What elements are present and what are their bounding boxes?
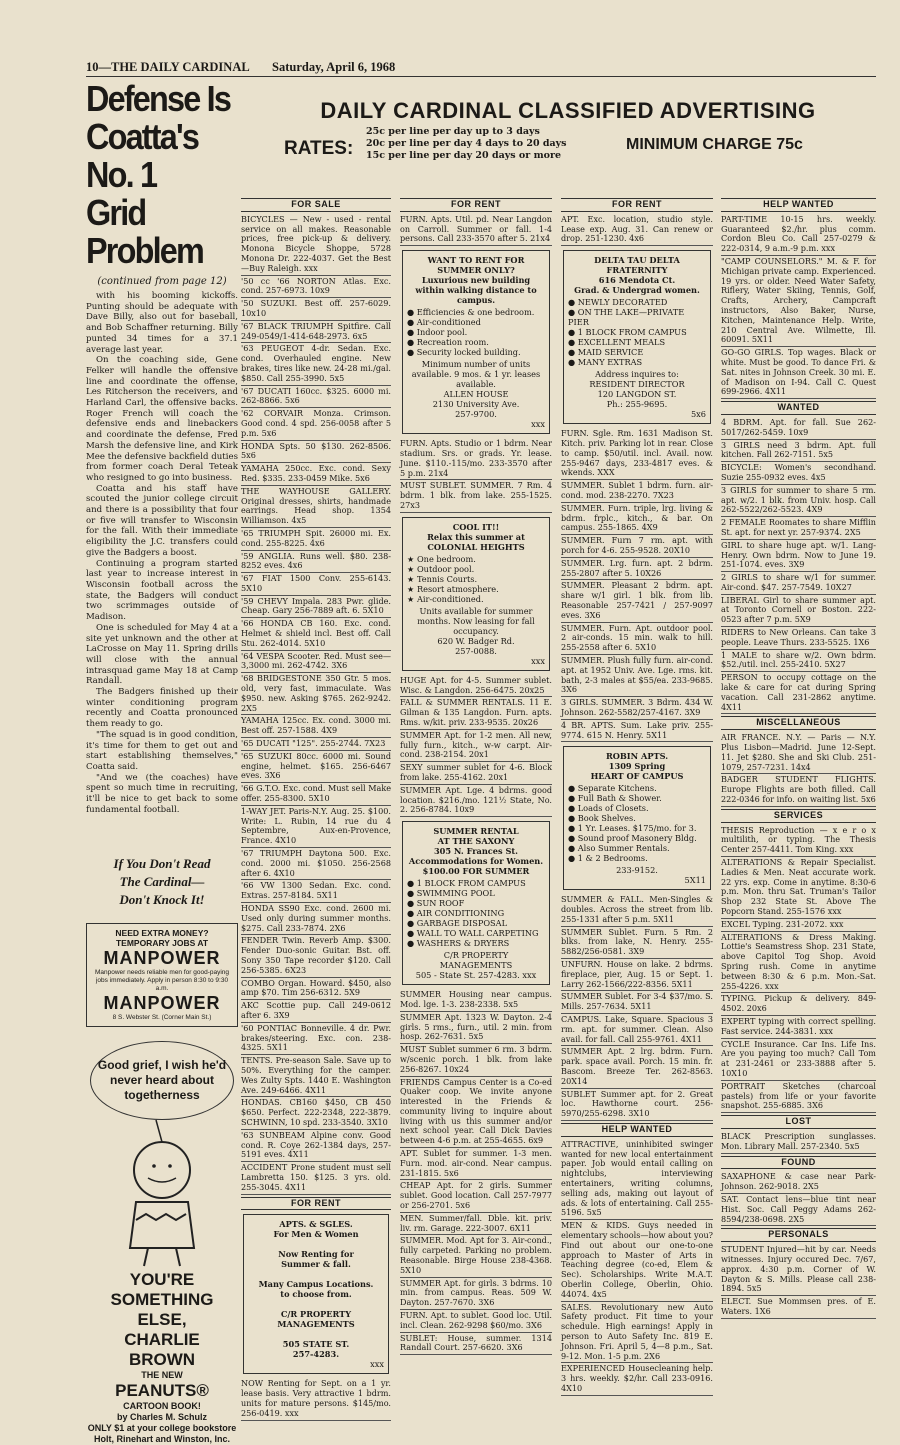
story-paragraph: Continuing a program started last year to increase interest in Wisconsin football across the state, the Badgers will conduct two scrimmages outside of Madison.: [86, 558, 238, 623]
display-ad-line: 257-4283.: [292, 1349, 340, 1360]
classified-ad: ALTERATIONS & Dress Making. Lottie's Seamstress Shop. 231 State, above Capitol Tog Shop. Avoid Spring rush. Come in anytime between 8:30 & 6 p.m. Mon.-Sat. 255-4226. xxx: [721, 932, 876, 994]
classified-ad: APT. Sublet for summer. 1-3 men. Furn. mod. air-cond. Near campus. 231-1815. 5x6: [400, 1148, 552, 1180]
classified-ad: SUBLET Summer apt. for 2. Great loc. Hawthorne court. 256-5970/255-6298. 3X10: [561, 1089, 713, 1121]
classified-ad: FURN. Apts. Studio or 1 bdrm. Near stadium. Srs. or grads. Yr. lease. June. $110.-115/mo. 233-3570 after 5 p.m. 21x4: [400, 438, 552, 480]
display-ad-line: Grad. & Undergrad women.: [574, 285, 700, 296]
display-ad-list: [407, 878, 545, 948]
section-heading: HELP WANTED: [721, 198, 876, 212]
display-ad-bullet: ● WALL TO WALL CARPETING: [407, 928, 545, 938]
story-paragraph: "The squad is in good condition, it's time for them to get out and start establishing themselves," Coatta said.: [86, 729, 238, 772]
book-title: [86, 1270, 238, 1370]
classified-ad: SUMMER. Lrg. furn. apt. 2 bdrm. 255-2807 after 5. 10X26: [561, 558, 713, 581]
classified-ad: TENTS. Pre-season Sale. Save up to 50%. Everything for the camper. Wes Zulty Spts. 1440 E. Washington Ave. 249-6466. 4X11: [241, 1055, 391, 1097]
classified-ad: '59 CHEVY Impala. 283 Pwr. glide. Cheap. Gary 256-7889 aft. 6. 5X10: [241, 596, 391, 619]
page-date: Saturday, April 6, 1968: [272, 60, 396, 74]
classified-ad: SUMMER. Furn 7 rm. apt. with porch for 4-6. 255-9528. 20X10: [561, 535, 713, 558]
story-paragraph: "And we (the coaches) have spent so much time in recruiting, it'll be nice to get back to some fundamental football.: [86, 772, 238, 815]
ad-brand: MANPOWER: [103, 948, 221, 969]
classified-ad: MEN & KIDS. Guys needed in elementary schools—how about you? Find out about our one-to-one approach to Master of Arts in Teaching degree (co-ed, Elem & Sec). Scholarships. Write M.A.T. Oberlin College, Oberlin, Ohio. 44074. 4x5: [561, 1220, 713, 1301]
display-ad-line: 233-9152.: [616, 865, 658, 876]
rate-line: 20c per line per day 4 days to 20 days: [366, 138, 567, 149]
classified-ad: SUMMER Sublet. For 3-4 $37/mo. S. Mills. 257-7634. 5X11: [561, 991, 713, 1014]
display-ad-code: 5X11: [684, 875, 706, 886]
ad-line: TEMPORARY JOBS AT: [115, 938, 209, 949]
display-ad-line: ROBIN APTS.: [605, 751, 669, 762]
classified-ad: FENDER Twin. Reverb Amp. $300. Fender Duo-sonic Guitar. Bst. off. Sony 350 Tape recorder $120. Call 256-5385. 6X23: [241, 935, 391, 977]
rates-list: [366, 126, 567, 162]
book-author: by Charles M. Schulz: [116, 1412, 208, 1423]
display-ad-line: 505 STATE ST.: [282, 1339, 350, 1350]
classified-ad: SALES. Revolutionary new Auto Safety product. Fit time to your schedule. High earnings! Apply in person to Auto Safety Inc. 819 E. Johnson. Fri. April 5, 4—8 p.m., Sat. 9-12. Mon. 1-5 p.m. 2X6: [561, 1302, 713, 1364]
classified-ad: SEXY summer sublet for 4-6. Block from lake. 255-4162. 20x1: [400, 762, 552, 785]
display-ad-line: Address inquires to:: [595, 369, 679, 380]
display-ad-bullet: ● Loads of Closets.: [568, 803, 706, 813]
story-paragraph: One is scheduled for May 4 at a site yet unknown and the other at LaCrosse on May 11. Spring drills will close with the annual intrasquad game May 18 at Camp Randall.: [86, 622, 238, 687]
classified-column-1: [241, 196, 392, 1418]
display-ad-line: [248, 1239, 384, 1249]
classified-ad: SUMMER & FALL. Men-Singles & doubles. Across the street from lib. 255-1331 after 5 p.m. 5X11: [561, 894, 713, 926]
display-ad-line: C/R PROPERTY: [280, 1309, 352, 1320]
classified-ad: 3 GIRLS for summer to share 5 rm. apt. w/2. 1 blk. from Univ. hosp. Call 262-5522/262-5523. 4X9: [721, 485, 876, 517]
classified-column-4: [721, 196, 876, 1376]
ad-line: NEED EXTRA MONEY?: [115, 928, 209, 939]
classified-ad: '65 SUZUKI 80cc. 6000 mi. Sound engine, helmet. $165. 256-6467 eves. 3X6: [241, 751, 391, 783]
classified-ad: SAT. Contact lens—blue tint near Hist. Soc. Call Peggy Adams 262-8594/238-0698. 2X5: [721, 1194, 876, 1226]
classified-ad: TYPING. Pickup & delivery. 849-4502. 20x6: [721, 993, 876, 1016]
section-heading: FOUND: [721, 1156, 876, 1170]
classified-ad: '67 DUCATI 160cc. $325. 6000 mi. 262-8866. 5x6: [241, 386, 391, 409]
display-ad-bullet: ● Full Bath & Shower.: [568, 793, 706, 803]
promo-slogan: [86, 855, 238, 909]
display-ad-bullet: ● MANY EXTRAS: [568, 357, 706, 367]
display-ad-bullet: ● Security locked building.: [407, 347, 545, 357]
title-line: BROWN: [128, 1350, 196, 1370]
display-ad-line: COOL IT!!: [452, 521, 500, 532]
story-paragraph: The Badgers finished up their winter conditioning program recently and Coatta pronounced them ready to go.: [86, 687, 238, 730]
display-ad-bullet: ● Recreation room.: [407, 337, 545, 347]
book-brand: PEANUTS®: [115, 1381, 209, 1401]
display-ad-bullet: ● Efficiencies & one bedroom.: [407, 307, 545, 317]
page-header: [86, 60, 876, 77]
display-ad: [563, 250, 711, 424]
display-ad-list: [407, 307, 545, 357]
story-paragraph: with his booming kickoffs. Punting should be adequate with Dave Billy, also out for baseball, and Bob Schaffner returning. Billy punted 34 times for a 37.1 average last year.: [86, 291, 238, 355]
classified-ad: '62 CORVAIR Monza. Crimson. Good cond. 4 spd. 256-0058 after 5 p.m. 5x6: [241, 408, 391, 440]
display-ad-line: DELTA TAU DELTA: [594, 255, 680, 266]
book-sub: THE NEW: [141, 1370, 183, 1381]
ad-fine-print: Manpower needs reliable men for good-paying jobs immediately. Apply in person 8:30 to 9:30 a.m.: [94, 969, 230, 993]
display-ad-line: WANT TO RENT FOR: [427, 255, 525, 266]
classified-ad: '65 DUCATI "125". 255-2744. 7X23: [241, 738, 391, 751]
display-ad: [402, 821, 550, 985]
display-ad-line: C/R PROPERTY MANAGEMENTS: [439, 950, 513, 971]
classified-ad: 3 GIRLS need 3 bdrm. Apt. full kitchen. Fall 262-7151. 5x5: [721, 440, 876, 463]
classified-banner: [258, 98, 878, 190]
display-ad-line: APTS. & SGLES.: [279, 1219, 353, 1230]
speech-bubble: Good grief, I wish he'd never heard about togetherness: [90, 1041, 234, 1120]
classified-ad: SUMMER. Pleasant 2 bdrm. apt. share w/1 girl. 1 blk. from lib. Reasonable 257-7421 / 257-9097 eves. 3X6: [561, 580, 713, 622]
story-paragraph: Coatta and his staff have scouted the junior college circuit and there is a possibility that four or five will transfer to Wisconsin for the fall. With their immediate eligibility the J.C. transfers could give the Badgers a boost.: [86, 483, 238, 558]
classified-ad: SUMMER Housing near campus. Mod. lge. 1-3. 238-2338. 5x5: [400, 989, 552, 1012]
book-kind: CARTOON BOOK!: [123, 1401, 201, 1412]
display-ad-line: HEART OF CAMPUS: [590, 771, 684, 782]
display-ad-bullet: ● 1 BLOCK FROM CAMPUS: [407, 878, 545, 888]
display-ad-bullet: ★ Resort atmosphere.: [407, 584, 545, 594]
display-ad-code: 5x6: [690, 409, 706, 420]
classified-ad: "CAMP COUNSELORS." M. & F. for Michigan private camp. Experienced. 19 yrs. or older. Need Water Safety, Riflery, Water Skiing, Tennis, Golf, Crafts, Archery, Campcraft instructors, Also Baker, Nurse, Kitchen, Maintenance Help. Write, 210 Central Ave. Wilmette, Ill. 60091. 5X11: [721, 256, 876, 347]
classified-ad: BICYCLE: Women's secondhand. Suzie 255-0932 eves. 4x5: [721, 462, 876, 485]
display-ad-line: Luxurious new building within walking distance to campus.: [415, 275, 537, 306]
classified-ad: HONDA SS90 Exc. cond. 2600 mi. Used only during summer months. $275. Call 233-7874. 2X6: [241, 903, 391, 935]
display-ad-line: For Men & Women: [273, 1229, 359, 1240]
classified-ad: AKC Scottie pup. Call 249-0612 after 6. 3X9: [241, 1000, 391, 1023]
display-ad-line: Ph.: 255-9695.: [606, 399, 668, 410]
display-ad-bullet: ● NEWLY DECORATED: [568, 297, 706, 307]
display-ad-bullet: ● Book Shelves.: [568, 813, 706, 823]
display-ad-bullet: ● GARBAGE DISPOSAL: [407, 918, 545, 928]
classified-ad: CAMPUS. Lake, Square. Spacious 3 rm. apt. for summer. Clean. Also avail. for fall. Call 255-9761. 4X11: [561, 1014, 713, 1046]
peanuts-ad: [86, 1041, 238, 1445]
display-ad: [563, 746, 711, 890]
classified-ad: 3 GIRLS. SUMMER. 3 Bdrm. 434 W. Johnson. 262-5582/257-4167. 3X9: [561, 697, 713, 720]
promo-line: Don't Knock It!: [119, 892, 205, 908]
classified-ad: SUMMER. Furn. triple, lrg. living & bdrm. frplc., kitch., & bar. On campus. 255-1865. 4X9: [561, 503, 713, 535]
classified-ad: 1-WAY JET. Paris-N.Y. Aug. 25. $100. Write: L. Rubin, 14 rue du 4 Septembre, Aux-en-Provence, France. 4X10: [241, 806, 391, 848]
display-ad-bullet: ● 1 Yr. Leases. $175/mo. for 3.: [568, 823, 706, 833]
promo-line: The Cardinal—: [119, 874, 205, 890]
display-ad-bullet: ● EXCELLENT MEALS: [568, 337, 706, 347]
banner-title: DAILY CARDINAL CLASSIFIED ADVERTISING: [320, 98, 816, 123]
display-ad-line: $100.00 FOR SUMMER: [422, 866, 530, 877]
display-ad-bullet: ★ Tennis Courts.: [407, 574, 545, 584]
classified-ad: '67 FIAT 1500 Conv. 255-6143. 5X10: [241, 573, 391, 596]
display-ad-line: 257-9700.: [455, 409, 497, 420]
sports-column: [86, 78, 238, 1445]
classified-ad: SUMMER Sublet. Furn. 5 Rm. 2 blks. from lake, N. Henry. 255-5882/256-0581. 3X9: [561, 927, 713, 959]
display-ad-bullet: ● Air-conditioned: [407, 317, 545, 327]
display-ad-line: COLONIAL HEIGHTS: [427, 541, 525, 552]
classified-ad: HONDA Spts. 50 $130. 262-8506. 5x6: [241, 441, 391, 464]
ad-brand-logo: MANPOWER: [103, 993, 221, 1014]
classified-ad: STUDENT Injured—hit by car. Needs witnesses. Injury occured Dec. 7/67, approx. 4:30 p.m. Corner of W. Dayton & S. Mills. Please call 238-1894. 5x5: [721, 1244, 876, 1296]
display-ad-bullet: ● Sound proof Masonery Bldg.: [568, 833, 706, 843]
display-ad-line: 505 - State St. 257-4283. xxx: [415, 970, 537, 981]
classified-ad: 4 BR. APTS. Sum. Lake priv. 255-9774. 615 N. Henry. 5X11: [561, 720, 713, 743]
classified-ad: PORTRAIT Sketches (charcoal pastels) from life or your favorite snapshot. 255-6885. 3X6: [721, 1081, 876, 1113]
display-ad-line: MANAGEMENTS: [277, 1319, 355, 1330]
classified-ad: '50 cc '66 NORTON Atlas. Exc. cond. 257-6973. 10x9: [241, 276, 391, 299]
classified-ad: 2 FEMALE Roomates to share Mifflin St. apt. for next yr. 257-9374. 2X5: [721, 517, 876, 540]
classified-ad: THE WAYHOUSE GALLERY. Original dresses, shirts, handmade earrings. Head shop. 1354 Williamson. 4x5: [241, 486, 391, 528]
display-ad-line: SUMMER ONLY?: [437, 265, 515, 276]
display-ad-line: RESIDENT DIRECTOR: [589, 379, 685, 390]
classified-column-3: [561, 196, 713, 1393]
classified-ad: '68 BRIDGESTONE 350 Gtr. 5 mos. old, very fast, immaculate. Was $950. new. Asking $765. 262-9242. 2X5: [241, 673, 391, 715]
classified-ad: '63 SUNBEAM Alpine conv. Good cond. R. Coye 262-1384 days, 257-5191 eves. 4X11: [241, 1130, 391, 1162]
classified-ad: YAMAHA 125cc. Ex. cond. 3000 mi. Best off. 257-1588. 4X9: [241, 715, 391, 738]
charlie-brown-illustration-icon: [86, 1120, 238, 1270]
title-line: CHARLIE: [124, 1330, 200, 1350]
manpower-ad: [86, 923, 238, 1027]
classified-ad: SUMMER. Sublet 1 bdrm. furn. air-cond. mod. 238-2270. 7X23: [561, 480, 713, 503]
classified-ad: APT. Exc. location, studio style. Lease exp. Aug. 31. Can renew or drop. 251-1230. 4x6: [561, 214, 713, 246]
book-publisher: Holt, Rinehart and Winston, Inc.: [94, 1434, 230, 1445]
display-ad-line: ALLEN HOUSE: [443, 389, 509, 400]
display-ad-line: Summer & fall.: [281, 1259, 351, 1270]
classified-ad: SUMMER. Mod. Apt for 3. Air-cond., fully carpeted. Parking no problem. Reasonable. Birge House 238-4368. 5X10: [400, 1235, 552, 1277]
classified-ad: COMBO Organ. Howard. $450, also amp $70. Tim 256-6312. 5X9: [241, 978, 391, 1001]
rate-line: 25c per line per day up to 3 days: [366, 126, 540, 137]
classified-ad: '64 VESPA Scooter. Red. Must see—3,3000 mi. 262-4742. 3X6: [241, 651, 391, 674]
section-heading: PERSONALS: [721, 1228, 876, 1242]
classified-ad: EXPERT typing with correct spelling. Fast service. 244-3831. xxx: [721, 1016, 876, 1039]
classified-ad: ALTERATIONS & Repair Specialist. Ladies & Men. Neat accurate work. 22 yrs. exp. Come in anytime. 8:30-6 p.m. Mon. thru Sat. Truman's Tailor Shop 232 State St. Above The Popcorn Stand. 255-1576 xxx: [721, 857, 876, 919]
display-ad-bullet: ● Indoor pool.: [407, 327, 545, 337]
display-ad-line: 620 W. Badger Rd.: [437, 635, 515, 646]
display-ad-bullet: ★ Outdoor pool.: [407, 564, 545, 574]
display-ad-bullet: ● AIR CONDITIONING: [407, 908, 545, 918]
display-ad-bullet: ★ One bedroom.: [407, 554, 545, 564]
section-heading: WANTED: [721, 401, 876, 415]
classified-ad: FURN. Apts. Util. pd. Near Langdon on Carroll. Summer or fall. 1-4 persons. Call 233-3570 after 5. 21x4: [400, 214, 552, 246]
display-ad-bullet: ★ Air-conditioned.: [407, 594, 545, 604]
display-ad-line: SUMMER RENTAL: [433, 826, 519, 837]
classified-ad: '59 ANGLIA. Runs well. $80. 238-8252 eves. 4x6: [241, 551, 391, 574]
classified-ad: SUMMER Apt. for girls. 3 bdrms. 10 min. from campus. Reas. 509 W. Dayton. 257-7670. 3X6: [400, 1278, 552, 1310]
ad-address: 8 S. Webster St. (Corner Main St.): [112, 1014, 212, 1022]
classified-ad: CHEAP Apt. for 2 girls. Summer sublet. Good location. Call 257-7977 or 256-2701. 5x6: [400, 1180, 552, 1212]
display-ad-line: [248, 1329, 384, 1339]
display-ad-line: Relax this summer at: [427, 531, 525, 542]
classified-ad: ACCIDENT Prone student must sell Lambretta 150. $125. 3 yrs. old. 255-3045. 4X11: [241, 1162, 391, 1194]
classified-ad: 2 GIRLS to share w/1 for summer. Air-cond. $47. 257-7549. 10X27: [721, 572, 876, 595]
title-line: ELSE,: [137, 1310, 187, 1330]
classified-ad: '60 PONTIAC Bonneville. 4 dr. Pwr. brakes/steering. Exc. con. 238-4325. 5X11: [241, 1023, 391, 1055]
classified-ad: HUGE Apt. for 4-5. Summer sublet. Wisc. & Langdon. 256-6475. 20x25: [400, 675, 552, 698]
classified-ad: '63 PEUGEOT 4-dr. Sedan. Exc. cond. Overhauled engine. New brakes, tires like new. 24-28 mi./gal. $850. Call 255-3990. 5x5: [241, 343, 391, 385]
display-ad-line: 257-0088.: [455, 645, 497, 656]
display-ad-code: xxx: [370, 1359, 384, 1370]
display-ad-line: to choose from.: [280, 1289, 352, 1300]
classified-ad: ATTRACTIVE, uninhibited swinger wanted for new local entertainment paper. Job would entail calling on nightclubs, interviewing entertainers, writing columns, selling ads, making out layout of ads. & lots of entertaining. Call 255-5196. 5x5: [561, 1139, 713, 1220]
display-ad-bullet: ● MAID SERVICE: [568, 347, 706, 357]
section-heading: SERVICES: [721, 809, 876, 823]
section-heading: HELP WANTED: [561, 1123, 713, 1137]
display-ad: [243, 1214, 389, 1374]
display-ad-line: 616 Mendota Ct.: [598, 275, 676, 286]
classified-ad: UNFURN. House on lake. 2 bdrms. fireplace, pier, Aug. 15 or Sept. 1. Larry 262-1566/222-8356. 5X11: [561, 959, 713, 991]
classified-ad: FURN. Sgle. Rm. 1631 Madison St. Kitch. priv. Parking lot in rear. Close to camp. $50/util. incl. Avail. now. 255-9467 days, 233-4817 eves. & wkends. XXX: [561, 428, 713, 480]
classified-ad: SUMMER Apt. 1323 W. Dayton. 2-4 girls. 5 rms., furn., util. 2 min. from hosp. 262-7631. 5x5: [400, 1012, 552, 1044]
display-ad-bullet: ● 1 & 2 Bedrooms.: [568, 853, 706, 863]
page-label: 10—THE DAILY CARDINAL: [86, 60, 250, 74]
classified-ad: HONDAS. CB160 $450, CB 450 $650. Perfect. 222-2348, 222-3879. SCHWINN, 10 spd. 233-3540. 3X10: [241, 1097, 391, 1129]
classified-ad: PART-TIME 10-15 hrs. weekly. Guaranteed $2./hr. plus comm. Cordon Bleu Co. Call 257-0279 & 222-0314, 9 a.m.-9 p.m. xxx: [721, 214, 876, 256]
section-heading: LOST: [721, 1115, 876, 1129]
story-body: [86, 291, 238, 815]
classified-column-2: [400, 196, 552, 1376]
classified-ad: MEN. Summer/fall. Dble. kit. priv. liv. rm. Garage. 222-3007. 6X11: [400, 1213, 552, 1236]
classified-ad: SUMMER Apt. for 1-2 men. All new, fully furn., kitch., w-w carpt. Air-cond. 238-2154. 20x1: [400, 730, 552, 762]
story-paragraph: On the coaching side, Gene Felker will handle the offensive line and coordinate the offense, Les Ritcherson the receivers, and Harland Carl, the offensive backs. Roger French will coach the defensive ends and linebackers and coordinate the defense, Fred Marsh the defensive line, and Kirk Mee the defensive backfield duties from former coach Deral Teteak who resigned to go into business.: [86, 355, 238, 483]
story-headline: [86, 80, 239, 270]
classified-ad: 1 MALE to share w/2. Own bdrm. $52./util. incl. 255-2410. 5X27: [721, 650, 876, 673]
classified-ad: '66 VW 1300 Sedan. Exc. cond. Extras. 257-8184. 5X11: [241, 880, 391, 903]
classified-ad: MUST SUBLET. SUMMER. 7 Rm. 4 bdrm. 1 blk. from lake. 255-1525. 27x3: [400, 480, 552, 512]
display-ad-line: FRATERNITY: [606, 265, 668, 276]
classified-ad: FALL & SUMMER RENTALS. 11 E. Gilman & 135 Langdon. Furn. apts. Rms. w/kit. priv. 233-9535. 20x26: [400, 697, 552, 729]
classified-ad: SUBLET: House, summer. 1314 Randall Court. 257-6620. 3X6: [400, 1333, 552, 1356]
display-ad-line: Now Renting for: [278, 1249, 354, 1260]
classified-ad: EXPERIENCED Housecleaning help. 3 hrs. weekly. $2/hr. Call 233-0916. 4X10: [561, 1363, 713, 1395]
section-heading: FOR SALE: [241, 198, 391, 212]
classified-ad: SUMMER Apt. Lge. 4 bdrms. good location. $216./mo. 121½ State, No. 2. 256-8784. 10x9: [400, 785, 552, 817]
display-ad-line: 305 N. Frances St.: [433, 846, 519, 857]
display-ad-line: 1309 Spring: [608, 761, 666, 772]
display-ad-line: Accommodations for Women.: [408, 856, 544, 867]
classified-ad: '67 TRIUMPH Daytona 500. Exc. cond. 2000 mi. $1050. 256-2568 after 6. 4X10: [241, 848, 391, 880]
rates-label: RATES:: [284, 138, 354, 159]
display-ad-list: [407, 554, 545, 604]
display-ad-bullet: ● SUN ROOF: [407, 898, 545, 908]
classified-ad: '67 BLACK TRIUMPH Spitfire. Call 249-0549/1-414-648-2973. 6x5: [241, 321, 391, 344]
classified-ad: GO-GO GIRLS. Top wages. Black or white. Must be good. To dance Fri. & Sat. nites in Johnson Creek. 30 mi. E. of Madison on I-94. Call C. Quest 699-2966. 4X11: [721, 347, 876, 399]
continued-note: (continued from page 12): [97, 276, 227, 287]
classified-ad: BADGER STUDENT FLIGHTS. Europe Flights are both filled. Call 222-0346 for info. on waiting list. 5x6: [721, 774, 876, 806]
display-ad-bullet: ● ON THE LAKE—PRIVATE PIER: [568, 307, 706, 327]
display-ad-bullet: ● SWIMMING POOL: [407, 888, 545, 898]
classified-ad: SUMMER. Plush fully furn. air-cond. apt. at 1952 Univ. Ave. Lge. rms. kit. bath, 2-3 males at $55/ea. 233-9685. 3X6: [561, 655, 713, 697]
classified-ad: NOW Renting for Sept. on a 1 yr. lease basis. Very attractive 1 bdrm. units for mature persons. $145/mo. 256-0419. xxx: [241, 1378, 391, 1420]
classified-ad: BLACK Prescription sunglasses. Mon. Library Mall. 257-2340. 5x5: [721, 1131, 876, 1154]
rate-line: 15c per line per day 20 days or more: [366, 150, 562, 161]
classified-ad: 4 BDRM. Apt. for fall. Sue 262-5017/262-5459. 10x9: [721, 417, 876, 440]
display-ad-bullet: ● Also Summer Rentals.: [568, 843, 706, 853]
section-heading: FOR RENT: [241, 1197, 391, 1211]
classified-ad: ELECT. Sue Mommsen pres. of E. Waters. 1X6: [721, 1296, 876, 1319]
display-ad-line: [248, 1269, 384, 1279]
display-ad-list: [568, 783, 706, 863]
display-ad-line: Units available for summer months. Now leasing for fall occupancy.: [417, 605, 535, 636]
display-ad: [402, 250, 550, 434]
display-ad-line: 2130 University Ave.: [432, 399, 520, 410]
classified-ad: SUMMER. Furn. Apt. outdoor pool. 2 air-conds. 15 min. walk to hill. 255-2558 after 6. 5X10: [561, 623, 713, 655]
classified-ad: FURN. Apt. to sublet. Good loc. Util. incl. Clean. 262-9298 $60/mo. 3X6: [400, 1310, 552, 1333]
display-ad: [402, 517, 550, 671]
minimum-charge: MINIMUM CHARGE 75c: [626, 136, 803, 153]
classified-ad: CYCLE Insurance. Car Ins. Life Ins. Are you paying too much? Call Tom at 231-2461 or 233-3888 after 5. 10X10: [721, 1039, 876, 1081]
section-heading: MISCELLANEOUS: [721, 716, 876, 730]
display-ad-list: [568, 297, 706, 367]
headline-line: Defense Is: [86, 78, 231, 119]
display-ad-bullet: ● Separate Kitchens.: [568, 783, 706, 793]
classified-ad: SUMMER Apt. 2 lrg. bdrm. Furn. park. space avail. Porch. 15 min. fr. Bascom. Breeze Ter. 262-8563. 20X14: [561, 1046, 713, 1088]
display-ad-line: 120 LANGDON ST.: [597, 389, 677, 400]
classified-ad: THESIS Reproduction — x e r o x multilith, or typing. The Thesis Center 257-4411. Tom King. xxx: [721, 825, 876, 857]
section-heading: FOR RENT: [400, 198, 552, 212]
display-ad-bullet: ● 1 BLOCK FROM CAMPUS: [568, 327, 706, 337]
classified-ad: GIRL to share huge apt. w/1. Lang-Henry. Own bdrm. Now to June 19. 251-1074. eves. 3X9: [721, 540, 876, 572]
book-price: ONLY $1 at your college bookstore: [87, 1423, 237, 1434]
classified-ad: RIDERS to New Orleans. Can take 3 people. Leave Thurs. 233-5525. 1X6: [721, 627, 876, 650]
title-line: SOMETHING: [110, 1290, 214, 1310]
classified-ad: '66 HONDA CB 160. Exc. cond. Helmet & shield incl. Best off. Call Stu. 262-4014. 5X10: [241, 618, 391, 650]
title-line: YOU'RE: [129, 1270, 195, 1290]
classified-ad: LIBERAL Girl to share summer apt. at Toronto Cornell or Boston. 222-0523 after 7 p.m. 5X9: [721, 595, 876, 627]
classified-ad: FRIENDS Campus Center is a Co-ed Quaker coop. We invite anyone interested in the Friends & community living to inquire about living with us this summer and/or next school year. Call Dick Davies between 4-6 p.m. at 255-4655. 6x9: [400, 1077, 552, 1149]
section-heading: FOR RENT: [561, 198, 713, 212]
display-ad-code: xxx: [531, 419, 545, 430]
promo-line: If You Don't Read: [113, 856, 211, 872]
display-ad-line: Minimum number of units available. 9 mos. & 1 yr. leases available.: [411, 359, 541, 390]
classified-ad: MUST Sublet summer 6 rm. 3 bdrm. w/scenic porch. 1 blk. from lake 256-8267. 10x24: [400, 1044, 552, 1076]
classified-ad: SAXAPHONE & case near Park-Johnson. 262-9018. 2X5: [721, 1171, 876, 1194]
classified-ad: EXCEL Typing. 231-2072. xxx: [721, 919, 876, 932]
display-ad-line: AT THE SAXONY: [437, 836, 515, 847]
classified-ad: YAMAHA 250cc. Exc. cond. Sexy Red. $335. 233-0459 Mike. 5x6: [241, 463, 391, 486]
display-ad-line: Many Campus Locations.: [258, 1279, 374, 1290]
classified-ad: PERSON to occupy cottage on the lake & care for cat during Spring vacation. Call 231-2862 anytime. 4X11: [721, 672, 876, 714]
classified-ad: '65 TRIUMPH Spit. 26000 mi. Ex. cond. 255-8225. 4x6: [241, 528, 391, 551]
classified-ad: AIR FRANCE. N.Y. — Paris — N.Y. Plus Lisbon—Madrid. June 12-Sept. 11. Jet $280. She and Ski Club. 251-1079, 257-7231. 14x4: [721, 732, 876, 774]
headline-line: Grid Problem: [86, 192, 204, 271]
classified-ad: BICYCLES — New - used - rental service on all makes. Reasonable prices, free pick-up & delivery. Monona Bicycle Shoppe, 5728 Monona Dr. 222-4037. Get the Best—Buy Raleigh. xxx: [241, 214, 391, 276]
display-ad-line: [248, 1299, 384, 1309]
display-ad-bullet: ● WASHERS & DRYERS: [407, 938, 545, 948]
headline-line: Coatta's No. 1: [86, 116, 199, 195]
display-ad-code: xxx: [531, 655, 545, 666]
classified-ad: '66 G.T.O. Exc. cond. Must sell Make offer. 255-8300. 5X10: [241, 783, 391, 806]
classified-ad: '50 SUZUKI. Best off. 257-6029. 10x10: [241, 298, 391, 321]
